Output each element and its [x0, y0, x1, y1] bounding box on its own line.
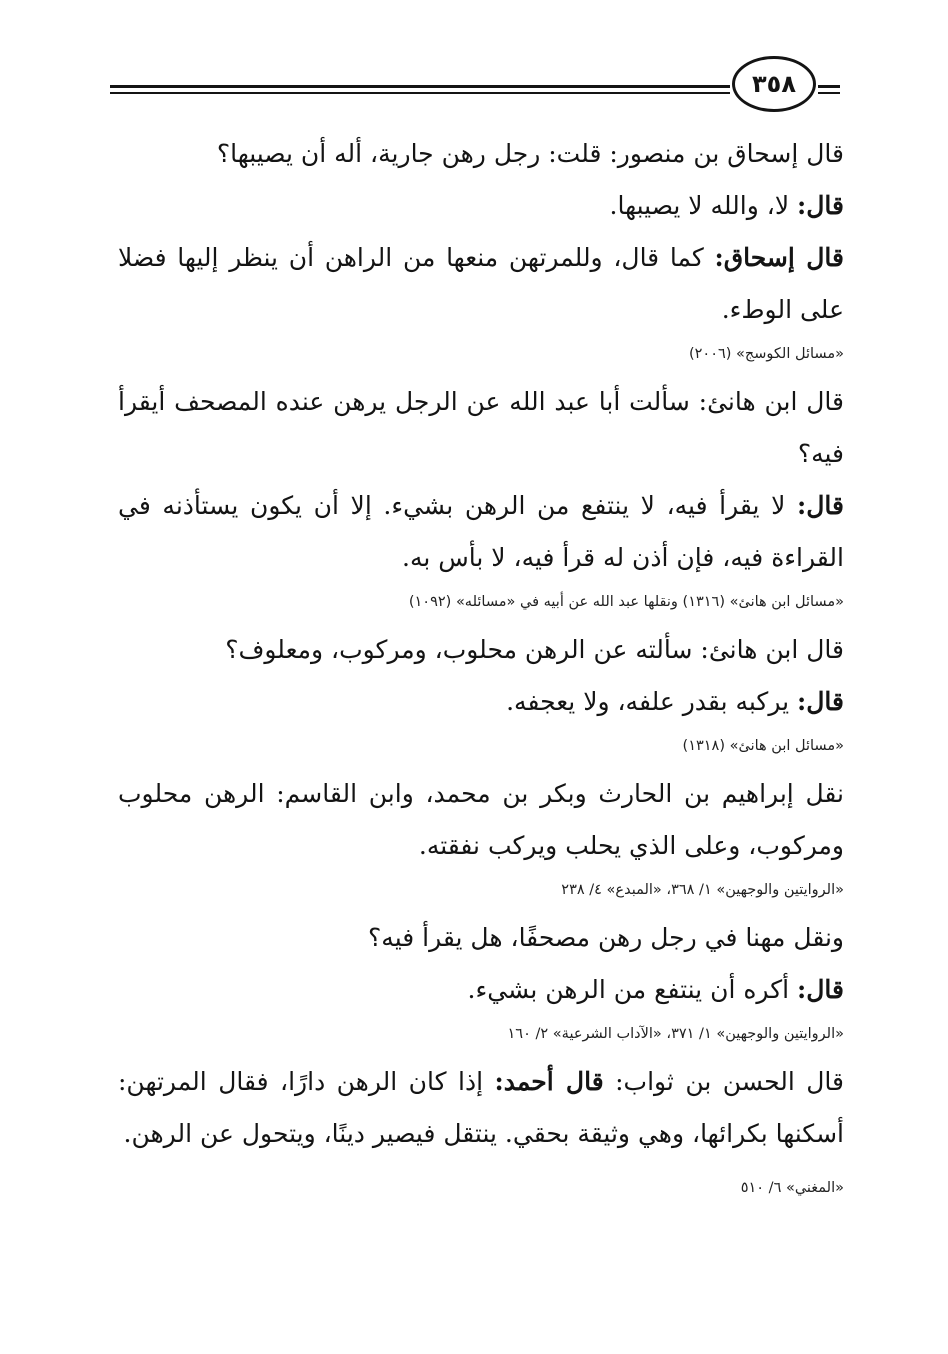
- source-reference: «الروايتين والوجهين» ١/ ٣٦٨، «المبدع» ٤/ ٢٣٨: [561, 882, 844, 898]
- page-header: [110, 52, 840, 112]
- speaker-label: قال:: [797, 975, 844, 1004]
- source-reference: «الروايتين والوجهين» ١/ ٣٧١، «الآداب الشرعية» ٢/ ١٦٠: [507, 1026, 844, 1042]
- paragraph: قال: لا، والله لا يصيبها.: [609, 191, 844, 220]
- paragraph: قال: لا يقرأ فيه، لا ينتفع من الرهن بشيء. إلا أن يكون يستأذنه في القراءة فيه، فإن أذن له قرأ فيه، لا بأس به.: [118, 491, 844, 572]
- source-reference: «المغني» ٦/ ٥١٠: [740, 1180, 844, 1196]
- paragraph: ونقل مهنا في رجل رهن مصحفًا، هل يقرأ فيه؟: [368, 923, 844, 952]
- header-rule-right: [818, 85, 840, 88]
- header-rule: [110, 85, 730, 88]
- page-number: ٣٥٨: [732, 56, 816, 112]
- paragraph: قال: يركبه بقدر علفه، ولا يعجفه.: [506, 687, 844, 716]
- speaker-label: قال إسحاق:: [714, 243, 844, 272]
- speaker-label: قال:: [797, 191, 844, 220]
- paragraph: نقل إبراهيم بن الحارث وبكر بن محمد، وابن القاسم: الرهن محلوب ومركوب، وعلى الذي يحلب ويركب نفقته.: [118, 779, 844, 860]
- header-rule-thin: [110, 92, 730, 94]
- paragraph: قال إسحاق: كما قال، وللمرتهن منعها من الراهن أن ينظر إليها فضلا على الوطء.: [118, 243, 844, 324]
- source-reference: «مسائل ابن هانئ» (١٣١٦) ونقلها عبد الله عن أبيه في «مسائله» (١٠٩٢): [408, 594, 844, 610]
- source-reference: «مسائل الكوسج» (٢٠٠٦): [688, 346, 844, 362]
- paragraph: قال إسحاق بن منصور: قلت: رجل رهن جارية، أله أن يصيبها؟: [216, 139, 844, 168]
- paragraph: قال الحسن بن ثواب: قال أحمد: إذا كان الرهن دارًا، فقال المرتهن: أسكنها بكرائها، وهي وثيقة بحقي. ينتقل فيصير دينًا، ويتحول عن الرهن.: [118, 1067, 845, 1148]
- header-rule-right-thin: [818, 92, 840, 94]
- source-reference: «مسائل ابن هانئ» (١٣١٨): [682, 738, 844, 754]
- page-body: [118, 128, 844, 1210]
- paragraph: قال: أكره أن ينتفع من الرهن بشيء.: [467, 975, 844, 1004]
- paragraph: قال ابن هانئ: سألت أبا عبد الله عن الرجل يرهن عنده المصحف أيقرأ فيه؟: [118, 387, 844, 468]
- speaker-label: قال أحمد:: [494, 1067, 604, 1096]
- paragraph: قال ابن هانئ: سألته عن الرهن محلوب، ومركوب، ومعلوف؟: [225, 635, 844, 664]
- speaker-label: قال:: [797, 491, 844, 520]
- speaker-label: قال:: [797, 687, 844, 716]
